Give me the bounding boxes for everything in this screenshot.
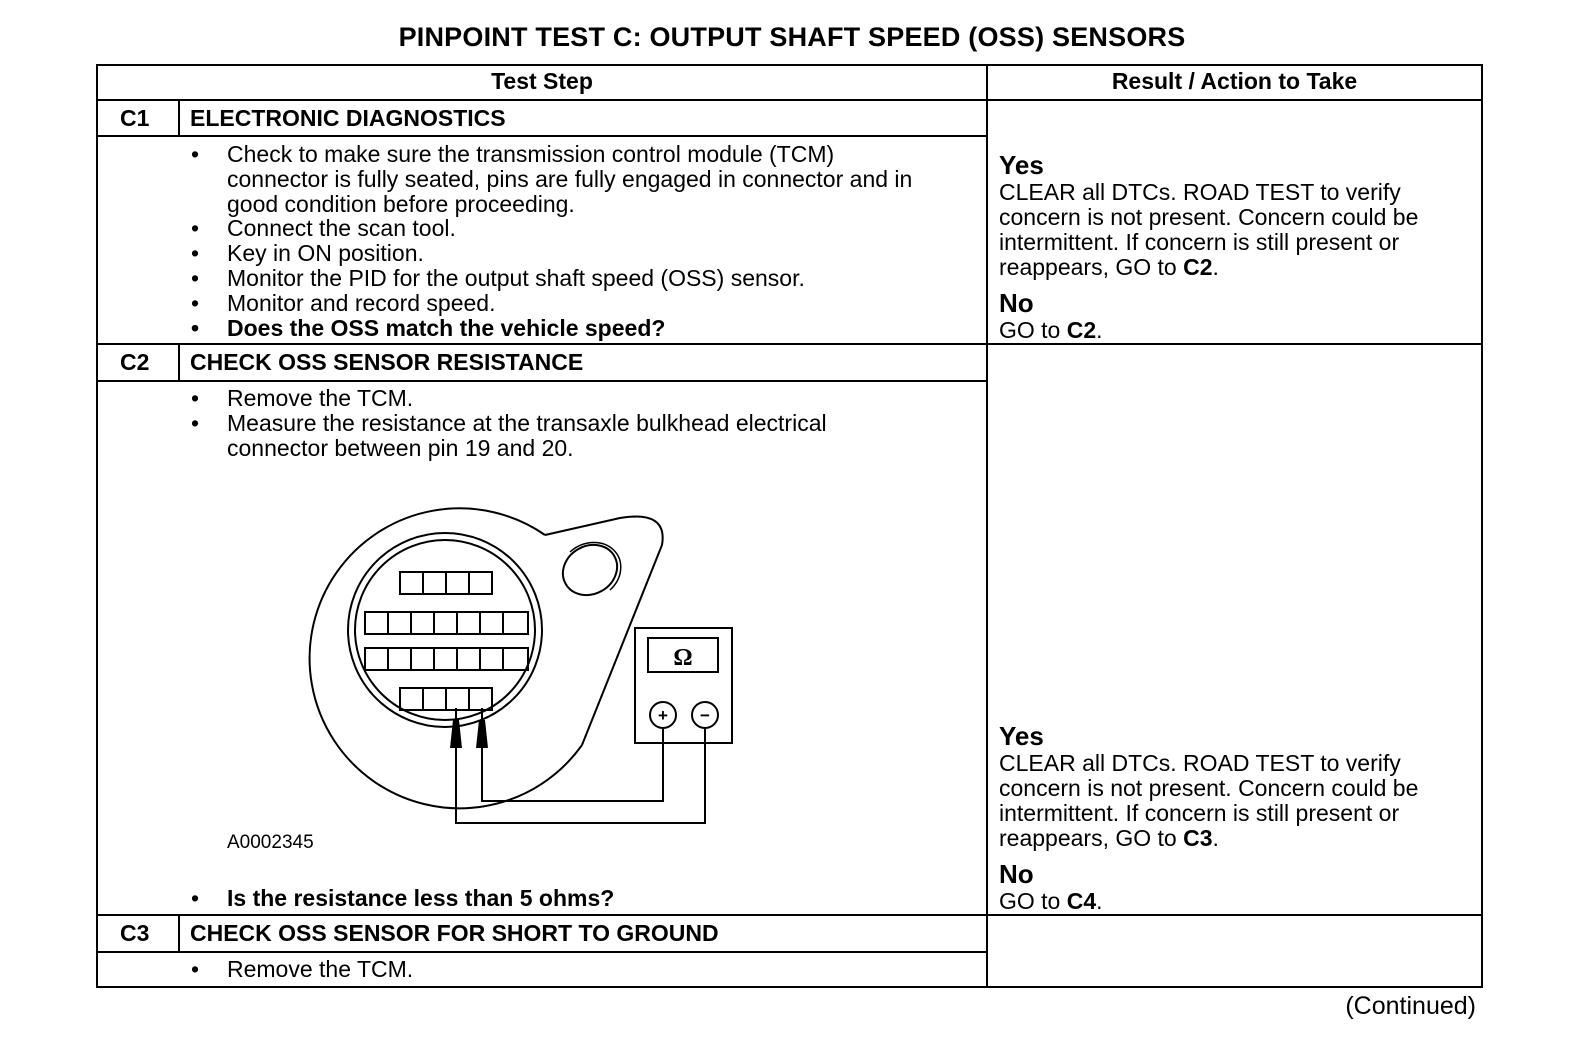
c1-bullet-list — [191, 142, 941, 340]
row-separator-c1-c2 — [96, 343, 1483, 345]
probe-tip — [450, 720, 462, 748]
c1-heading-underline — [96, 135, 987, 137]
table-border-left — [96, 64, 98, 988]
list-item: • Remove the TCM. — [191, 957, 911, 982]
list-item: • Remove the TCM. — [191, 386, 911, 411]
row-separator-c2-c3 — [96, 914, 1483, 916]
connector-tab — [545, 517, 663, 745]
no-goto-step: C4 — [1066, 888, 1097, 914]
header-result: Result / Action to Take — [1111, 68, 1358, 94]
step-id-divider-c3 — [178, 915, 180, 952]
step-heading-c1: ELECTRONIC DIAGNOSTICS — [190, 105, 506, 131]
yes-action-text: CLEAR all DTCs. ROAD TEST to verify concern is not present. Concern could be intermittent. If concern is still present or reappears, GO to — [999, 179, 1419, 280]
step-heading-c2: CHECK OSS SENSOR RESISTANCE — [190, 349, 584, 375]
tab-hole — [554, 535, 626, 605]
figure-id: A0002345 — [227, 832, 314, 853]
header-divider — [96, 99, 1483, 101]
page-title: PINPOINT TEST C: OUTPUT SHAFT SPEED (OSS) SENSORS — [398, 22, 1186, 52]
no-action-text: GO to — [999, 888, 1061, 914]
yes-goto-step: C3 — [1183, 825, 1213, 851]
connector-ohmmeter-illustration — [290, 490, 750, 835]
list-item: • Measure the resistance at the transaxle bulkhead electrical connector between pin 19 and 20. — [191, 411, 911, 461]
question-text: Is the resistance less than 5 ohms? — [227, 885, 615, 911]
continued-note: (Continued) — [1345, 992, 1476, 1020]
minus-symbol: − — [700, 706, 710, 725]
yes-action: CLEAR all DTCs. ROAD TEST to verify concern is not present. Concern could be intermittent. If concern is still present or reappears, GO to C3. — [999, 750, 1419, 851]
yes-label: Yes — [999, 721, 1044, 751]
list-item: • Check to make sure the transmission control module (TCM) connector is fully seated, pins are fully engaged in connector and in good condition before proceeding. — [191, 142, 941, 216]
c2-result — [999, 721, 1474, 914]
step-heading-c3: CHECK OSS SENSOR FOR SHORT TO GROUND — [190, 920, 719, 946]
step-id-c2: C2 — [120, 349, 150, 375]
yes-action: CLEAR all DTCs. ROAD TEST to verify concern is not present. Concern could be intermittent. If concern is still present or reappears, GO to C2. — [999, 179, 1419, 280]
list-item: • Monitor and record speed. — [191, 291, 941, 316]
no-label: No — [999, 859, 1034, 889]
yes-action-text: CLEAR all DTCs. ROAD TEST to verify concern is not present. Concern could be intermittent. If concern is still present or reappears, GO to — [999, 750, 1419, 851]
plus-symbol: + — [658, 706, 668, 725]
bullet-glyph: • — [191, 885, 200, 911]
yes-goto-step: C2 — [1183, 254, 1213, 280]
step-id-c1: C1 — [120, 105, 150, 131]
list-item: • Key in ON position. — [191, 241, 941, 266]
list-item: • Connect the scan tool. — [191, 216, 941, 241]
header-test-step: Test Step — [491, 68, 593, 94]
no-label: No — [999, 288, 1034, 318]
c2-heading-underline — [96, 380, 987, 382]
connector-body — [310, 508, 582, 808]
no-goto-step: C2 — [1066, 317, 1097, 343]
probe-tip — [476, 720, 488, 748]
c3-heading-underline — [96, 951, 987, 953]
c2-question — [191, 885, 615, 911]
step-id-divider-c1 — [178, 99, 180, 136]
c1-result — [999, 150, 1474, 343]
step-id-divider-c2 — [178, 344, 180, 381]
table-border-top — [96, 64, 1483, 66]
list-item-question: • Does the OSS match the vehicle speed? — [191, 316, 941, 341]
c3-bullet-list — [191, 957, 911, 982]
ohm-symbol: Ω — [673, 645, 693, 671]
step-id-c3: C3 — [120, 920, 150, 946]
no-action: GO to C2. — [999, 317, 1103, 343]
column-divider — [986, 64, 988, 988]
no-action-text: GO to — [999, 317, 1061, 343]
list-item: • Monitor the PID for the output shaft speed (OSS) sensor. — [191, 266, 941, 291]
c2-bullet-list — [191, 386, 911, 460]
table-border-bottom — [96, 986, 1483, 988]
table-border-right — [1481, 64, 1483, 988]
yes-label: Yes — [999, 150, 1044, 180]
no-action: GO to C4. — [999, 888, 1103, 914]
